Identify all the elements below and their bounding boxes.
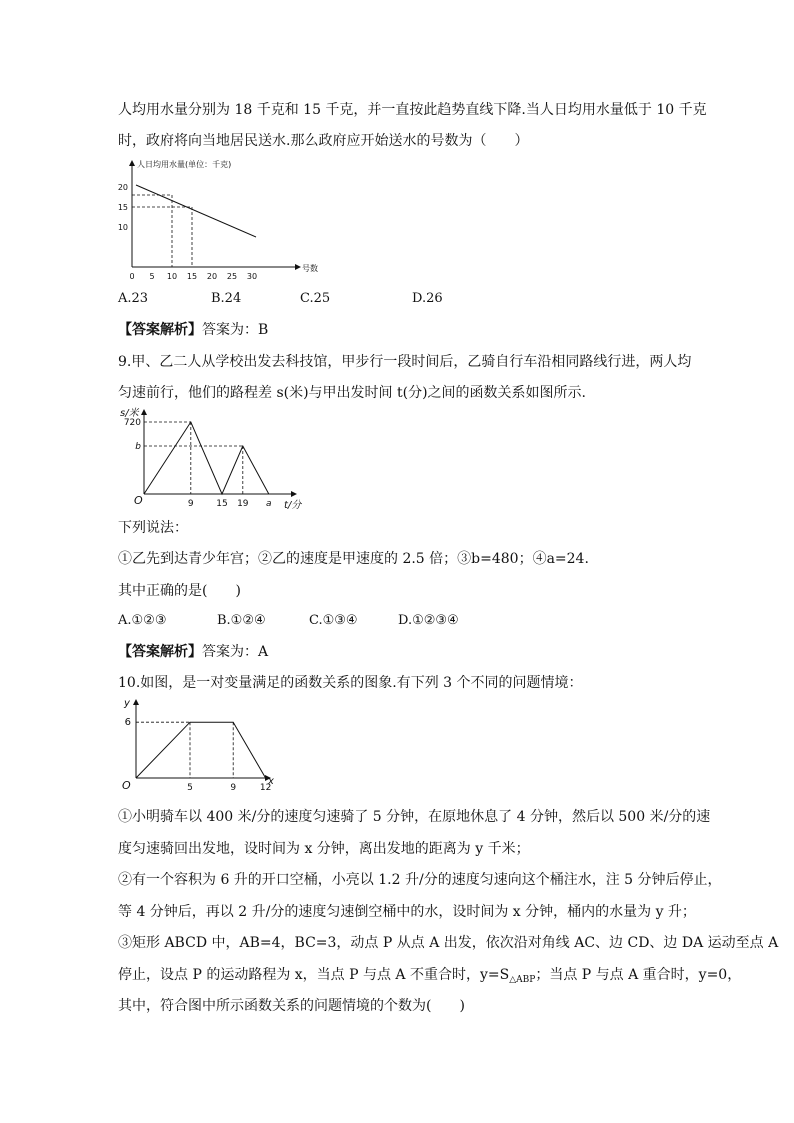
chart3-y-tick: 6 <box>124 717 131 729</box>
q10-scenario1-line1: ①小明骑车以 400 米/分的速度匀速骑了 5 分钟，在原地休息了 4 分钟，然后以 500 米/分的速 <box>118 809 711 825</box>
chart1-trend-line <box>136 185 256 237</box>
chart1-x-tick: 25 <box>226 272 238 281</box>
chart2-x-tick: 15 <box>216 499 228 509</box>
distance-difference-chart <box>112 404 312 516</box>
chart1-y-label: 人日均用水量(单位：千克) <box>137 160 232 169</box>
q9-option-d[interactable]: D.①②③④ <box>398 613 459 628</box>
chart1-x-tick: 30 <box>246 272 258 281</box>
q10-scenario3-line2 <box>118 966 741 989</box>
piecewise-function-chart <box>112 696 282 800</box>
q9-answer <box>118 643 268 661</box>
chart2-y-tick: b <box>135 442 141 452</box>
answer-text: 答案为：B <box>202 322 269 338</box>
chart3-y-label: y <box>124 698 130 709</box>
chart3-x-tick: 5 <box>187 783 193 793</box>
chart2-polyline <box>144 422 269 494</box>
q9-option-c[interactable]: C.①③④ <box>309 613 358 628</box>
s3b-sub: △ABP <box>509 975 536 985</box>
chart1-x-tick: 10 <box>166 272 178 281</box>
chart1-x-tick: 15 <box>186 272 198 281</box>
chart3-origin-label: O <box>122 779 131 792</box>
q8-text-line2: 时，政府将向当地居民送水.那么政府应开始送水的号数为（ ） <box>118 133 529 149</box>
q9-question: 其中正确的是( ) <box>118 583 241 599</box>
q10-text-line1: 10.如图，是一对变量满足的函数关系的图象.有下列 3 个不同的问题情境： <box>118 675 583 691</box>
chart2-x-tick: a <box>266 499 272 509</box>
q10-scenario2-line2: 等 4 分钟后，再以 2 升/分的速度匀速倒空桶中的水，设时间为 x 分钟，桶内的水量为 y 升； <box>118 904 696 920</box>
chart3-x-tick: 12 <box>259 783 272 793</box>
chart2-origin-label: O <box>134 494 143 507</box>
q8-option-d[interactable]: D.26 <box>412 291 443 306</box>
chart1-y-tick: 20 <box>117 183 128 192</box>
chart1-y-tick: 15 <box>117 203 128 212</box>
q8-option-c[interactable]: C.25 <box>300 291 331 306</box>
chart3-x-tick: 9 <box>230 783 237 793</box>
chart1-x-tick: 20 <box>206 272 218 281</box>
chart1-x-label: 号数 <box>302 264 318 273</box>
answer-label: 【答案解析】 <box>118 322 202 338</box>
q9-text-line2: 匀速前行，他们的路程差 s(米)与甲出发时间 t(分)之间的函数关系如图所示. <box>118 385 587 401</box>
q9-statements: ①乙先到达青少年宫；②乙的速度是甲速度的 2.5 倍；③b=480；④a=24. <box>118 551 589 567</box>
s3b-post: ；当点 P 与点 A 重合时，y=0， <box>535 967 742 983</box>
q10-question: 其中，符合图中所示函数关系的问题情境的个数为( ) <box>118 998 465 1014</box>
chart2-x-label: t/分 <box>284 500 302 511</box>
q10-scenario2-line1: ②有一个容积为 6 升的开口空桶，小亮以 1.2 升/分的速度匀速向这个桶注水，注 5 分钟后停止， <box>118 872 722 888</box>
chart3-x-label: x <box>268 776 274 787</box>
chart1-y-tick: 10 <box>117 223 128 232</box>
q8-text-line1: 人均用水量分别为 18 千克和 15 千克，并一直按此趋势直线下降.当人日均用水量低于 10 千克 <box>118 102 707 118</box>
q9-option-a[interactable]: A.①②③ <box>118 613 167 628</box>
q8-option-b[interactable]: B.24 <box>211 291 242 306</box>
s3b-pre: 停止，设点 P 的运动路程为 x，当点 P 与点 A 不重合时，y=S <box>118 967 510 983</box>
water-usage-chart <box>112 155 322 285</box>
q10-scenario3-line1: ③矩形 ABCD 中，AB=4，BC=3，动点 P 从点 A 出发，依次沿对角线 AC、边 CD、边 DA 运动至点 A <box>118 935 779 951</box>
q9-text-line1: 9.甲、乙二人从学校出发去科技馆，甲步行一段时间后，乙骑自行车沿相同路线行进，两人均 <box>118 354 692 370</box>
chart2-y-tick: 720 <box>123 418 141 428</box>
q10-scenario1-line2: 度匀速骑回出发地，设时间为 x 分钟，离出发地的距离为 y 千米； <box>118 841 530 857</box>
q9-say-label: 下列说法： <box>118 520 188 536</box>
chart1-x-tick: 0 <box>129 272 135 281</box>
answer-text: 答案为：A <box>202 644 269 660</box>
q8-answer <box>118 321 268 339</box>
q9-option-b[interactable]: B.①②④ <box>217 613 266 628</box>
answer-label: 【答案解析】 <box>118 644 202 660</box>
chart2-x-tick: 19 <box>237 499 249 509</box>
chart1-x-tick: 5 <box>149 272 155 281</box>
chart2-x-tick: 9 <box>187 499 194 509</box>
chart3-polyline <box>136 722 266 778</box>
chart2-y-label: s/米 <box>120 408 139 419</box>
q8-option-a[interactable]: A.23 <box>118 291 149 306</box>
